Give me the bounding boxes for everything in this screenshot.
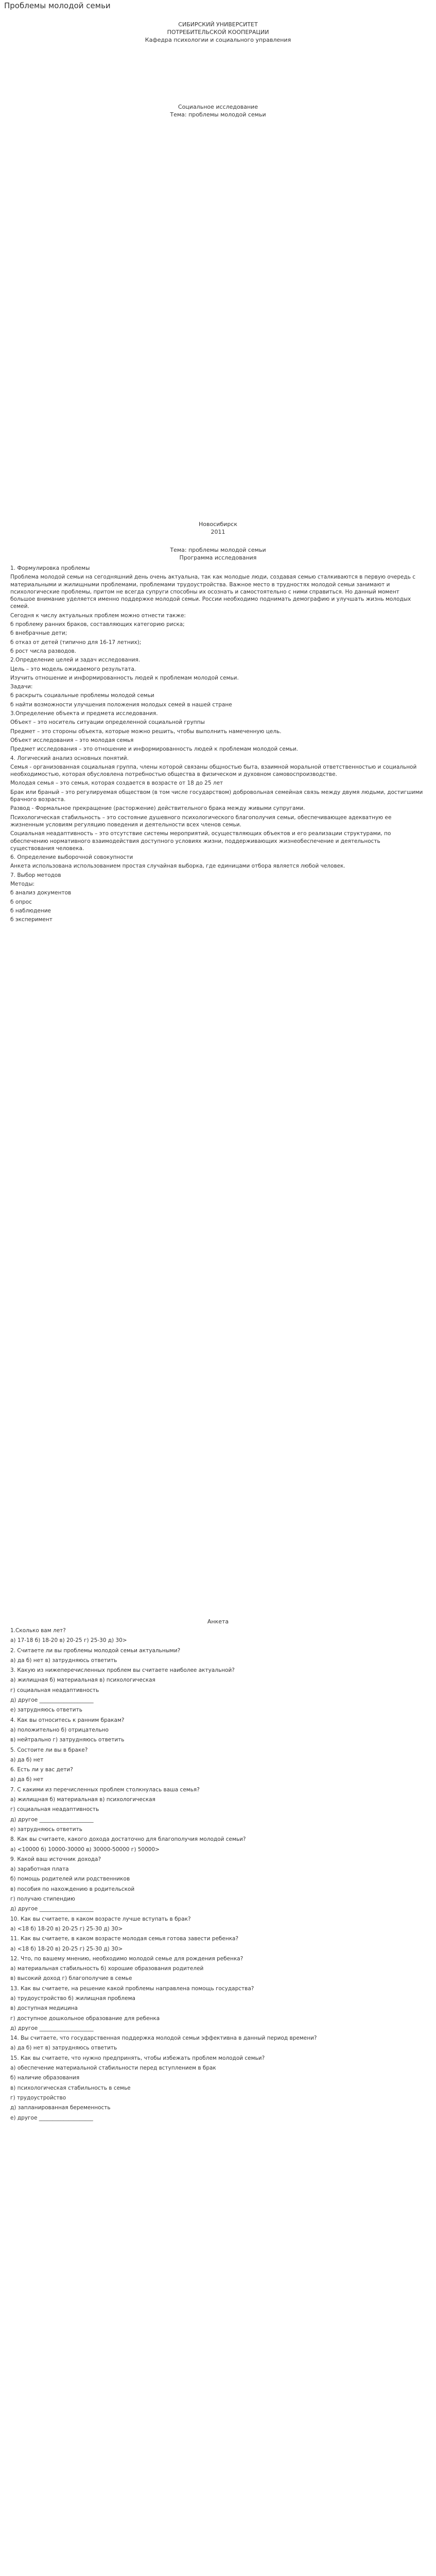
text-line: а) 17-18 б) 18-20 в) 20-25 г) 25-30 д) 30> (10, 1637, 127, 1644)
text-line: г) социальная неадаптивность (10, 1806, 99, 1813)
text-line: б опрос (10, 899, 32, 905)
text-line: а) да б) нет в) затрудняюсь ответить (10, 1657, 117, 1664)
text-line: г) доступное дошкольное образование для ребенка (10, 2015, 160, 2022)
text-line: г) получаю стипендию (10, 1896, 75, 1903)
text-line: 2.Определение целей и задач исследования. (10, 657, 141, 664)
text-line: б рост числа разводов. (10, 648, 76, 654)
text-line: б найти возможности улучшения положения молодых семей в нашей стране (10, 701, 232, 708)
text-line: Предмет – это стороны объекта, которые можно решить, чтобы выполнить намеченную цель. (10, 728, 282, 735)
text-line: Объект исследования – это молодая семья (10, 737, 134, 743)
cover-header-line: Кафедра психологии и социального управления (145, 37, 291, 43)
text-line: е) затрудняюсь ответить (10, 1826, 82, 1833)
text-line: Семья - организованная социальная группа, члены которой связаны общностью быта, взаимной моральной ответственностью и социальной необходимостью, которая обусловлена потребностью общества в физическом и духовном самовоспроизводстве. (10, 764, 417, 778)
text-line: 5. Состоите ли вы в браке? (10, 1747, 88, 1753)
cover-header-line: СИБИРСКИЙ УНИВЕРСИТЕТ (178, 21, 258, 28)
text-line: в) нейтрально г) затрудняюсь ответить (10, 1737, 125, 1743)
text-line: б анализ документов (10, 890, 72, 896)
text-line: 11. Как вы считаете, в каком возрасте молодая семья готова завести ребенка? (10, 1936, 239, 1942)
questionnaire-heading: Анкета (207, 1618, 229, 1625)
text-line: б внебрачные дети; (10, 630, 67, 637)
text-line: д) другое ____________________ (10, 1906, 94, 1912)
text-line: в) пособия по нахождению в родительской (10, 1886, 135, 1892)
text-line: 3. Какую из нижеперечисленных проблем вы считаете наиболее актуальной? (10, 1667, 235, 1674)
cover-study-type: Социальное исследование (178, 104, 258, 110)
text-line: 6. Определение выборочной совокупности (10, 854, 133, 861)
text-line: б проблему ранних браков, составляющих категорию риска; (10, 621, 185, 628)
text-line: е) другое ____________________ (10, 2114, 93, 2121)
text-line: 3.Определение объекта и предмета исследования. (10, 710, 158, 717)
text-line: 15. Как вы считаете, что нужно предпринять, чтобы избежать проблем молодой семьи? (10, 2055, 265, 2061)
text-line: в) доступная медицина (10, 2005, 78, 2012)
cover-header-line: ПОТРЕБИТЕЛЬСКОЙ КООПЕРАЦИИ (167, 29, 269, 36)
text-line: 14. Вы считаете, что государственная поддержка молодой семьи эффективна в данный период времени? (10, 2035, 317, 2042)
program-topic: Тема: проблемы молодой семьи (170, 547, 266, 553)
text-line: а) заработная плата (10, 1866, 69, 1873)
text-line: Предмет исследования – это отношение и информированность людей к проблемам молодой семьи. (10, 746, 299, 753)
text-line: Развод - Формальное прекращение (расторжение) действительного брака между живыми супругами. (10, 805, 305, 812)
text-line: а) материальная стабильность б) хорошие образования родителей (10, 1965, 204, 1972)
text-line: в) психологическая стабильность в семье (10, 2084, 131, 2091)
text-line: а) <18 б) 18-20 в) 20-25 г) 25-30 д) 30> (10, 1925, 123, 1932)
text-line: Брак или браный – это регулируемая обществом (в том числе государством) добровольная семейная связь между двумя людьми, достигшими брачного возраста. (10, 789, 423, 803)
cover-city: Новосибирск (198, 521, 238, 528)
text-line: Социальная неадаптивность – это отсутствие системы мероприятий, осуществляющих объектов и его реализации структурами, по обеспечению нормативного взаимодействия доступного условиях жизни, поддерживающих жизнеобеспечение и деятельность существования человека. (10, 831, 391, 852)
cover-footer (0, 520, 436, 536)
text-line: б) наличие образования (10, 2075, 80, 2081)
text-line: 7. Выбор методов (10, 872, 61, 878)
questionnaire-body (10, 1627, 426, 2122)
text-line: б) помощь родителей или родственников (10, 1876, 130, 1883)
text-line: г) трудоустройство (10, 2094, 66, 2101)
text-line: 9. Какой ваш источник дохода? (10, 1856, 101, 1862)
text-line: д) другое ____________________ (10, 2025, 94, 2031)
text-line: Задачи: (10, 684, 33, 690)
program-body (10, 565, 426, 923)
text-line: д) другое ____________________ (10, 1816, 94, 1823)
text-line: е) затрудняюсь ответить (10, 1707, 82, 1714)
text-line: 10. Как вы считаете, в каком возрасте лучше вступать в брак? (10, 1916, 191, 1922)
text-line: а) да б) нет (10, 1776, 44, 1783)
text-line: 4. Как вы относитесь к ранним бракам? (10, 1717, 125, 1723)
text-line: г) социальная неадаптивность (10, 1687, 99, 1693)
text-line: Проблема молодой семьи на сегодняшний день очень актуальна, так как молодые люди, создавая семью сталкиваются в первую очередь с материальными и жилищными проблемами, проблемами трудоустройства. Важное место в трудностях молодой семьи занимают и психологические проблемы, притом не всегда супруги способны их осознать и самостоятельно с ними справиться. Но данный момент большое внимание уделяется именно поддержке молодой семьи. России необходимо поднимать демографию и улучшать жизнь молодых семей. (10, 574, 416, 610)
text-line: а) да б) нет в) затрудняюсь ответить (10, 2045, 117, 2052)
text-line: Анкета использована использованием простая случайная выборка, где единицами отбора является любой человек. (10, 863, 345, 870)
text-line: Методы: (10, 880, 35, 887)
text-line: Изучить отношение и информированность людей к проблемам молодой семьи. (10, 674, 239, 681)
text-line: Цель – это модель ожидаемого результата. (10, 666, 136, 672)
text-line: а) трудоустройство б) жилищная проблема (10, 1995, 135, 2002)
text-line: д) другое ____________________ (10, 1697, 94, 1704)
text-line: а) положительно б) отрицательно (10, 1726, 109, 1733)
text-line: а) <10000 б) 10000-30000 в) 30000-50000 г) 50000> (10, 1846, 160, 1853)
text-line: в) высокий доход г) благополучие в семье (10, 1975, 132, 1982)
text-line: 1.Сколько вам лет? (10, 1628, 66, 1634)
text-line: 12. Что, по вашему мнению, необходимо молодой семье для рождения ребенка? (10, 1955, 243, 1962)
text-line: Психологическая стабильность – это состояние душевного психологического благополучия семьи, обеспечивающее адекватную ее жизненным условиям регуляцию поведения и деятельности всех членов семьи. (10, 814, 392, 828)
text-line: а) жилищная б) материальная в) психологическая (10, 1677, 155, 1684)
text-line: а) да б) нет (10, 1756, 44, 1763)
text-line: Молодая семья – это семья, которая создается в возрасте от 18 до 25 лет (10, 780, 223, 787)
text-line: б отказ от детей (типично для 16-17 летних); (10, 639, 142, 646)
text-line: Объект – это носитель ситуации определенной социальной группы (10, 719, 205, 726)
text-line: 8. Как вы считаете, какого дохода достаточно для благополучия молодой семьи? (10, 1836, 246, 1843)
document-title: Проблемы молодой семьи (4, 1, 111, 10)
text-line: б раскрыть социальные проблемы молодой семьи (10, 692, 154, 699)
text-line: 6. Есть ли у вас дети? (10, 1767, 73, 1773)
text-line: д) запланированная беременность (10, 2105, 111, 2111)
text-line: 2. Считаете ли вы проблемы молодой семьи актуальными? (10, 1647, 181, 1654)
text-line: 13. Как вы считаете, на решение какой проблемы направлена помощь государства? (10, 1985, 254, 1992)
text-line: 4. Логический анализ основных понятий. (10, 755, 129, 761)
cover-year: 2011 (211, 529, 225, 535)
text-line: а) обеспечение материальной стабильности перед вступлением в брак (10, 2065, 216, 2072)
text-line: а) жилищная б) материальная в) психологическая (10, 1797, 155, 1803)
program-head (0, 546, 436, 562)
cover-study (0, 103, 436, 118)
text-line: 1. Формулировка проблемы (10, 565, 90, 571)
text-line: б наблюдение (10, 907, 51, 914)
text-line: 7. С какими из перечисленных проблем столкнулась ваша семья? (10, 1786, 200, 1793)
program-heading: Программа исследования (179, 554, 257, 561)
cover-header (0, 21, 436, 44)
text-line: а) <18 б) 18-20 в) 20-25 г) 25-30 д) 30> (10, 1945, 123, 1952)
text-line: Сегодня к числу актуальных проблем можно отнести также: (10, 612, 186, 619)
text-line: б эксперимент (10, 917, 53, 923)
cover-topic: Тема: проблемы молодой семьи (170, 111, 266, 118)
